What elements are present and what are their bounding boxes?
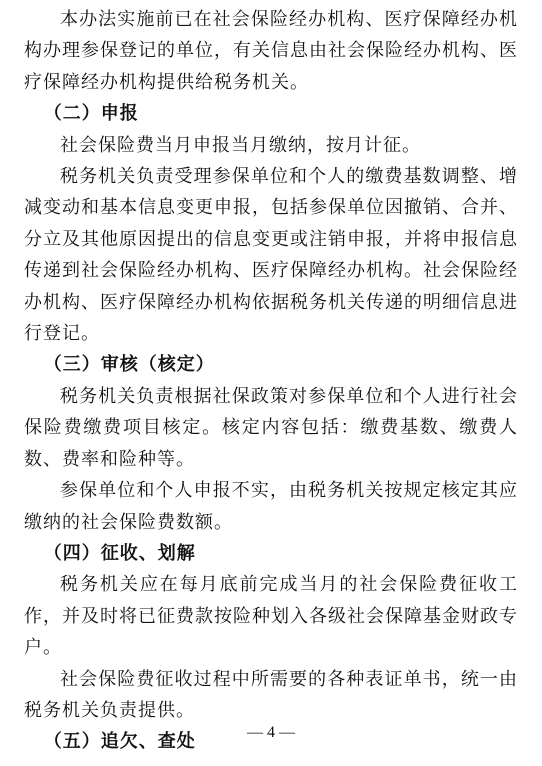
paragraph-forms: 社会保险费征收过程中所需要的各种表证单书，统一由税务机关负责提供。 [24, 668, 518, 721]
paragraph-collection-work: 税务机关应在每月底前完成当月的社会保险费征收工作，并及时将已征费款按险种划入各级社会保障基金财政专户。 [24, 574, 518, 659]
document-body [24, 4, 518, 758]
page-number: — 4 — [247, 724, 295, 741]
heading-declaration: （二）申报 [43, 103, 139, 125]
heading-collection: （四）征收、划解 [43, 542, 196, 564]
paragraph-review-content: 税务机关负责根据社保政策对参保单位和个人进行社会保险费缴费项目核定。核定内容包括：缴费基数、缴费人数、费率和险种等。 [24, 385, 518, 470]
paragraph-monthly-declaration: 社会保险费当月申报当月缴纳，按月计征。 [60, 134, 421, 156]
paragraph-false-declaration: 参保单位和个人申报不实，由税务机关按规定核定其应缴纳的社会保险费数额。 [24, 480, 518, 533]
heading-review: （三）审核（核定） [43, 354, 215, 376]
paragraph-registration-info: 本办法实施前已在社会保险经办机构、医疗保障经办机构办理参保登记的单位，有关信息由社会保险经办机构、医疗保障经办机构提供给税务机关。 [24, 9, 518, 93]
paragraph-declaration-duties: 税务机关负责受理参保单位和个人的缴费基数调整、增减变动和基本信息变更申报，包括参保单位因撤销、合并、分立及其他原因提出的信息变更或注销申报，并将申报信息传递到社会保险经办机构、医疗保障经办机构。社会保险经办机构、医疗保障经办机构依据税务机关传递的明细信息进行登记。 [24, 166, 518, 345]
heading-arrears: （五）追欠、查处 [43, 731, 196, 753]
